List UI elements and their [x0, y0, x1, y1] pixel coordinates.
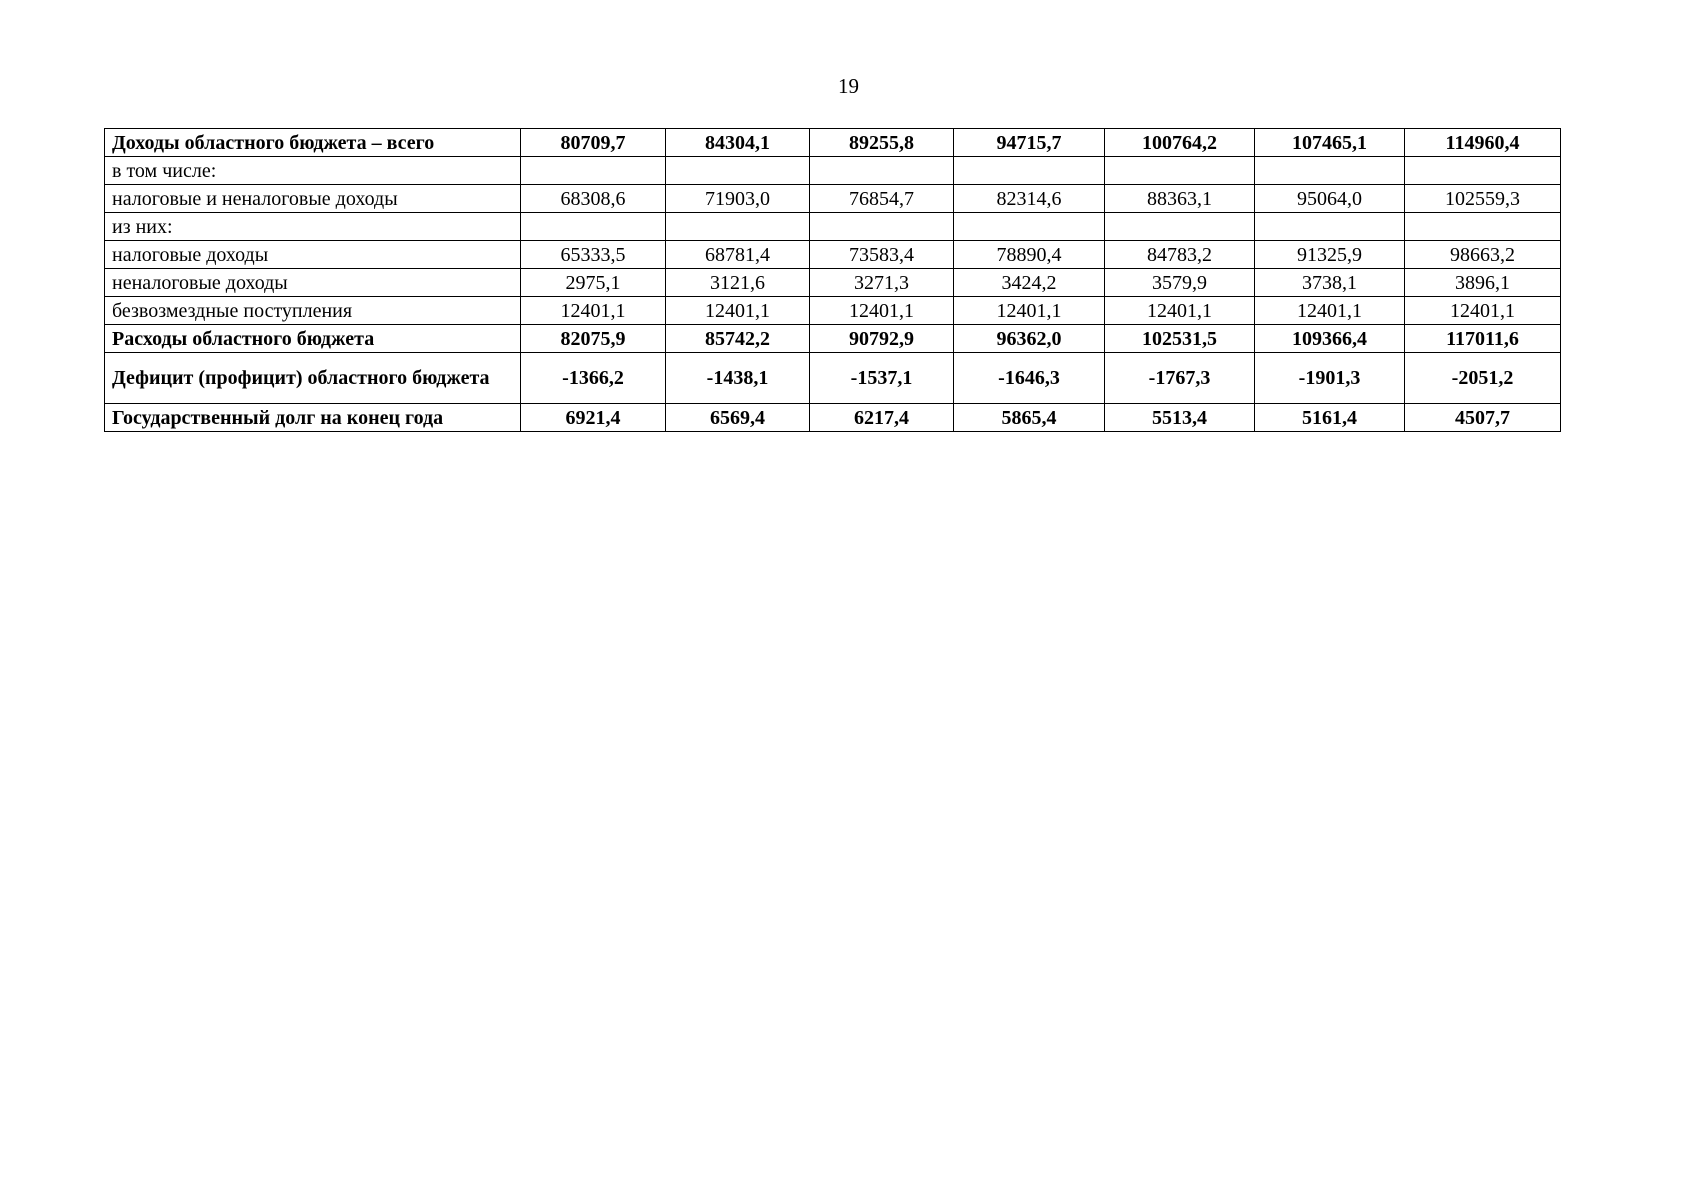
row-label: налоговые доходы: [105, 241, 521, 269]
table-cell: 12401,1: [666, 297, 810, 325]
table-cell: 3896,1: [1405, 269, 1561, 297]
table-cell: [954, 213, 1105, 241]
table-cell: -1537,1: [810, 353, 954, 404]
table-cell: 117011,6: [1405, 325, 1561, 353]
table-cell: [666, 213, 810, 241]
table-cell: 2975,1: [521, 269, 666, 297]
table-cell: 12401,1: [1105, 297, 1255, 325]
table-row: [105, 297, 1561, 325]
row-label: из них:: [105, 213, 521, 241]
table-cell: [1105, 157, 1255, 185]
table-cell: 96362,0: [954, 325, 1105, 353]
table-cell: -1366,2: [521, 353, 666, 404]
table-cell: [1405, 157, 1561, 185]
table-cell: 98663,2: [1405, 241, 1561, 269]
table-cell: -1901,3: [1255, 353, 1405, 404]
table-cell: 68308,6: [521, 185, 666, 213]
table-cell: 89255,8: [810, 129, 954, 157]
table-cell: 5513,4: [1105, 404, 1255, 432]
table-row: [105, 241, 1561, 269]
budget-table: [104, 128, 1561, 432]
table-cell: [1255, 213, 1405, 241]
table-cell: 71903,0: [666, 185, 810, 213]
table-cell: 100764,2: [1105, 129, 1255, 157]
table-cell: 3738,1: [1255, 269, 1405, 297]
table-cell: 5865,4: [954, 404, 1105, 432]
table-cell: [1405, 213, 1561, 241]
row-label: Государственный долг на конец года: [105, 404, 521, 432]
table-row: [105, 185, 1561, 213]
table-cell: 12401,1: [810, 297, 954, 325]
table-cell: -2051,2: [1405, 353, 1561, 404]
table-cell: [810, 213, 954, 241]
table-cell: 95064,0: [1255, 185, 1405, 213]
table-cell: 6921,4: [521, 404, 666, 432]
table-cell: 109366,4: [1255, 325, 1405, 353]
row-label: Дефицит (профицит) областного бюджета: [105, 353, 521, 404]
table-cell: -1646,3: [954, 353, 1105, 404]
table-cell: 3121,6: [666, 269, 810, 297]
table-cell: 102559,3: [1405, 185, 1561, 213]
row-label: налоговые и неналоговые доходы: [105, 185, 521, 213]
table-cell: 84783,2: [1105, 241, 1255, 269]
table-cell: 68781,4: [666, 241, 810, 269]
table-cell: 76854,7: [810, 185, 954, 213]
table-cell: 78890,4: [954, 241, 1105, 269]
row-label: безвозмездные поступления: [105, 297, 521, 325]
table-cell: 4507,7: [1405, 404, 1561, 432]
table-cell: 84304,1: [666, 129, 810, 157]
table-cell: 102531,5: [1105, 325, 1255, 353]
table-cell: 114960,4: [1405, 129, 1561, 157]
table-cell: 6217,4: [810, 404, 954, 432]
table-cell: 80709,7: [521, 129, 666, 157]
table-cell: 85742,2: [666, 325, 810, 353]
table-cell: [666, 157, 810, 185]
table-cell: 90792,9: [810, 325, 954, 353]
table-cell: [954, 157, 1105, 185]
table-cell: [810, 157, 954, 185]
row-label: Расходы областного бюджета: [105, 325, 521, 353]
row-label: Доходы областного бюджета – всего: [105, 129, 521, 157]
table-row: [105, 129, 1561, 157]
table-cell: 3424,2: [954, 269, 1105, 297]
table-cell: 82314,6: [954, 185, 1105, 213]
table-cell: 65333,5: [521, 241, 666, 269]
table-row: [105, 404, 1561, 432]
table-cell: 88363,1: [1105, 185, 1255, 213]
table-cell: 107465,1: [1255, 129, 1405, 157]
table-cell: [1255, 157, 1405, 185]
table-cell: 12401,1: [1405, 297, 1561, 325]
table-cell: -1438,1: [666, 353, 810, 404]
row-label: неналоговые доходы: [105, 269, 521, 297]
table-cell: 3271,3: [810, 269, 954, 297]
table-cell: 12401,1: [1255, 297, 1405, 325]
table-cell: 94715,7: [954, 129, 1105, 157]
table-cell: 5161,4: [1255, 404, 1405, 432]
table-cell: 6569,4: [666, 404, 810, 432]
table-cell: 12401,1: [521, 297, 666, 325]
table-row: [105, 269, 1561, 297]
table-row: [105, 157, 1561, 185]
table-cell: [1105, 213, 1255, 241]
table-cell: [521, 157, 666, 185]
table-cell: 91325,9: [1255, 241, 1405, 269]
table-row: [105, 353, 1561, 404]
table-cell: 3579,9: [1105, 269, 1255, 297]
page-number: 19: [838, 74, 859, 98]
table-cell: 82075,9: [521, 325, 666, 353]
table-row: [105, 213, 1561, 241]
table-cell: 73583,4: [810, 241, 954, 269]
table-row: [105, 325, 1561, 353]
table-cell: 12401,1: [954, 297, 1105, 325]
row-label: в том числе:: [105, 157, 521, 185]
table-cell: [521, 213, 666, 241]
table-cell: -1767,3: [1105, 353, 1255, 404]
